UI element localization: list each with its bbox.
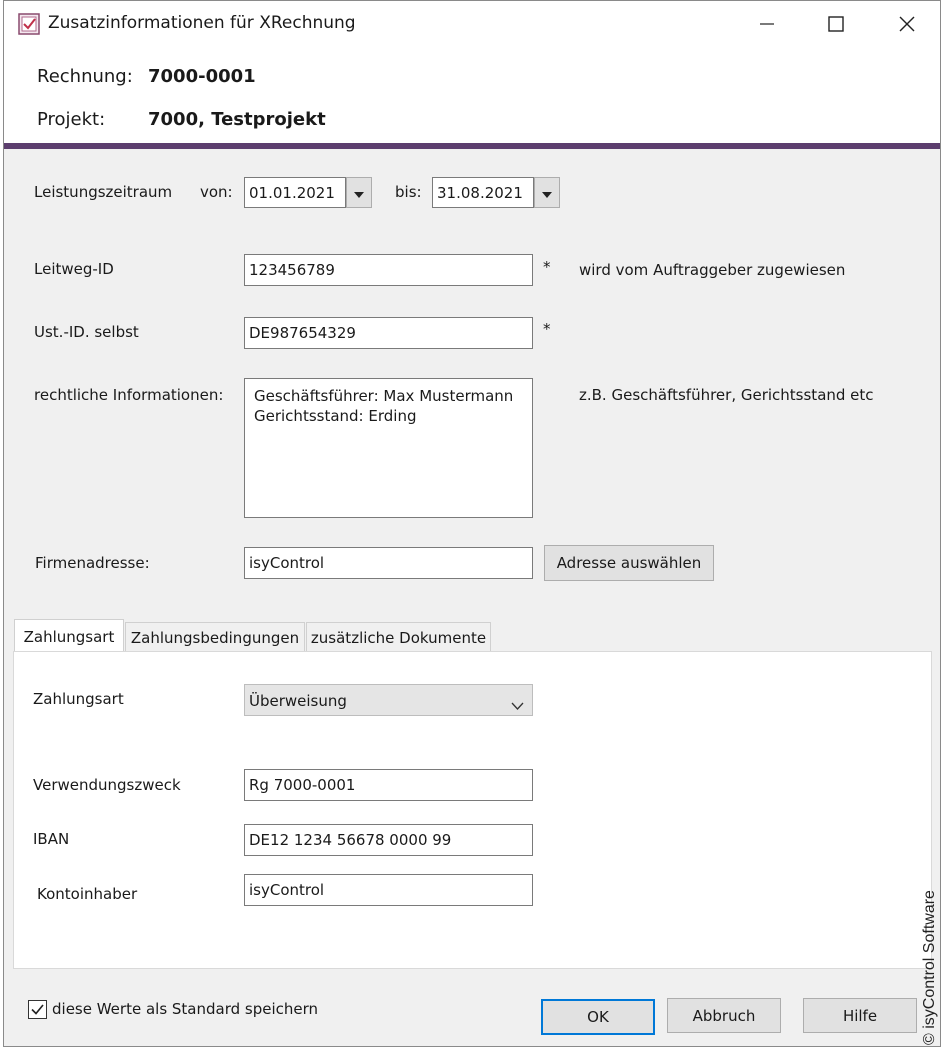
- invoice-header: [4, 47, 940, 143]
- firma-label: Firmenadresse:: [35, 554, 150, 572]
- leitweg-required-marker: *: [543, 258, 551, 276]
- leitweg-hint: wird vom Auftraggeber zugewiesen: [579, 261, 846, 279]
- ustid-label: Ust.-ID. selbst: [34, 323, 139, 341]
- von-date-dropdown[interactable]: [346, 177, 372, 208]
- ok-button[interactable]: OK: [541, 999, 655, 1035]
- rechtlich-textarea[interactable]: [244, 378, 533, 518]
- tab-zahlungsart[interactable]: Zahlungsart: [14, 619, 124, 653]
- rechtlich-line: Gerichtsstand: Erding: [254, 407, 417, 425]
- app-icon: [18, 13, 40, 35]
- help-button[interactable]: Hilfe: [803, 998, 917, 1033]
- bis-date-dropdown[interactable]: [534, 177, 560, 208]
- standard-checkbox-label: diese Werte als Standard speichern: [52, 1000, 319, 1018]
- von-date-input[interactable]: 01.01.2021: [244, 177, 346, 208]
- rechtlich-hint: z.B. Geschäftsführer, Gerichtsstand etc: [579, 386, 874, 404]
- verwendung-input[interactable]: Rg 7000-0001: [244, 769, 533, 801]
- close-icon[interactable]: [892, 10, 922, 38]
- chevron-down-icon: [354, 184, 364, 202]
- rechnung-label: Rechnung:: [37, 66, 133, 87]
- ustid-required-marker: *: [543, 320, 551, 338]
- standard-checkbox[interactable]: [28, 1000, 47, 1019]
- rechtlich-line: Geschäftsführer: Max Mustermann: [254, 387, 514, 405]
- leitweg-input[interactable]: 123456789: [244, 254, 533, 286]
- kontoinhaber-input[interactable]: isyControl: [244, 874, 533, 906]
- tab-zahlungsbedingungen[interactable]: Zahlungsbedingungen: [125, 622, 305, 652]
- projekt-label: Projekt:: [37, 109, 106, 130]
- window-title: Zusatzinformationen für XRechnung: [48, 13, 356, 33]
- copyright-text: © isyControl Software: [921, 890, 938, 1045]
- projekt-value: 7000, Testprojekt: [148, 109, 326, 130]
- zahlungsart-selected-value: Überweisung: [249, 692, 347, 710]
- checkmark-icon: [29, 1004, 46, 1022]
- firma-input[interactable]: isyControl: [244, 547, 533, 579]
- von-label: von:: [200, 183, 233, 201]
- chevron-down-icon: [542, 184, 552, 202]
- tab-zusaetzliche-dokumente[interactable]: zusätzliche Dokumente: [306, 622, 491, 652]
- verwendung-label: Verwendungszweck: [33, 776, 181, 794]
- adresse-auswaehlen-button[interactable]: Adresse auswählen: [544, 545, 714, 581]
- rechnung-value: 7000-0001: [148, 66, 256, 87]
- zahlungsart-label: Zahlungsart: [33, 690, 124, 708]
- kontoinhaber-label: Kontoinhaber: [37, 885, 138, 903]
- cancel-button[interactable]: Abbruch: [667, 998, 781, 1033]
- zahlungsart-select[interactable]: [244, 684, 533, 716]
- ustid-input[interactable]: DE987654329: [244, 317, 533, 349]
- maximize-icon[interactable]: [821, 10, 851, 38]
- accent-divider: [4, 143, 940, 149]
- minimize-icon[interactable]: [752, 10, 782, 38]
- bis-date-input[interactable]: 31.08.2021: [432, 177, 534, 208]
- bis-label: bis:: [395, 183, 422, 201]
- chevron-down-icon: [511, 696, 524, 714]
- copyright-watermark: [921, 860, 943, 1045]
- iban-input[interactable]: DE12 1234 56678 0000 99: [244, 824, 533, 856]
- leistungszeitraum-label: Leistungszeitraum: [34, 183, 173, 201]
- leitweg-label: Leitweg-ID: [34, 260, 114, 278]
- iban-label: IBAN: [33, 830, 70, 848]
- rechtlich-label: rechtliche Informationen:: [34, 386, 224, 404]
